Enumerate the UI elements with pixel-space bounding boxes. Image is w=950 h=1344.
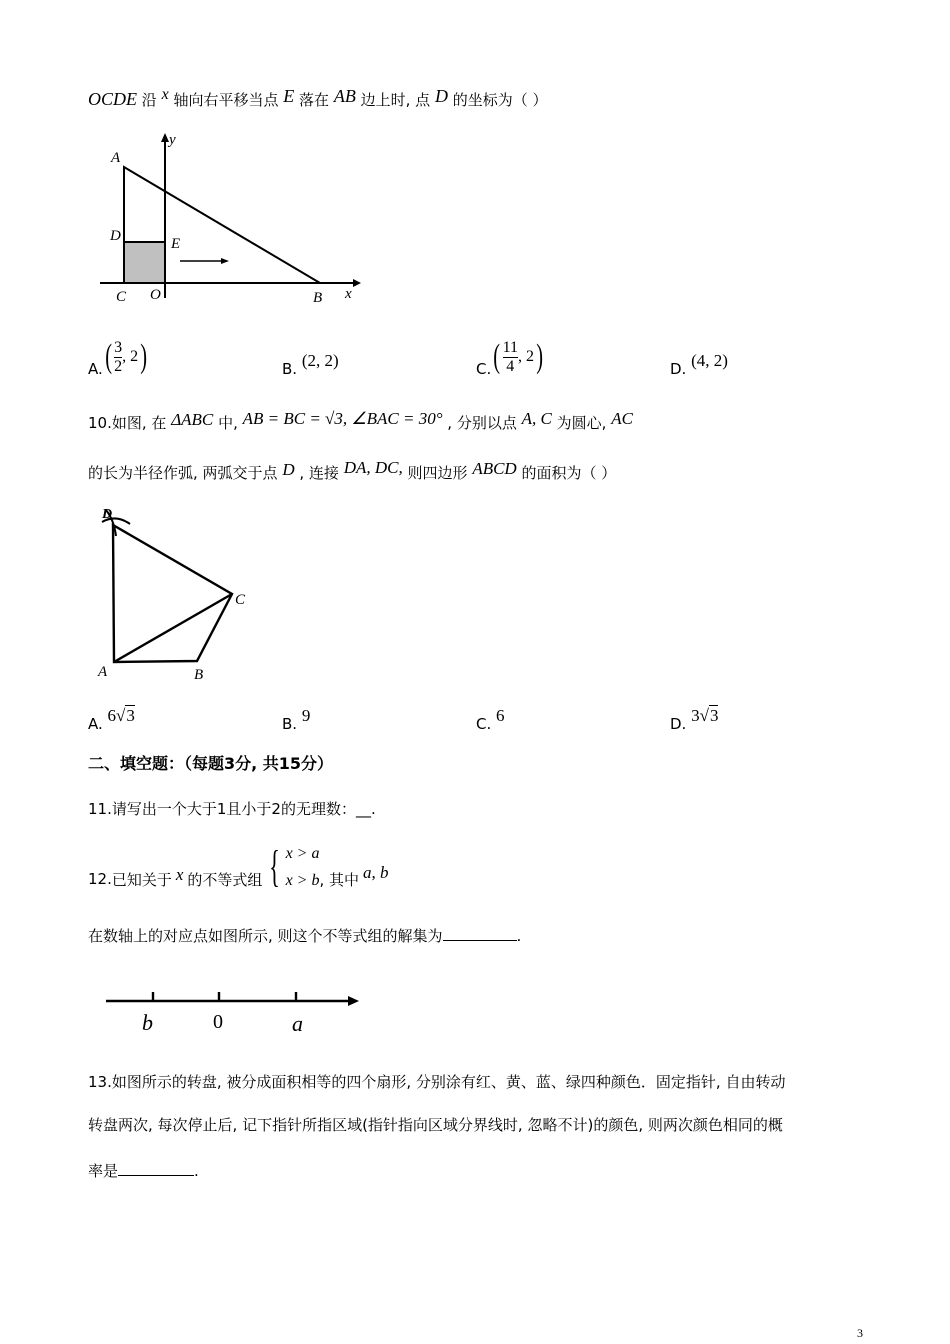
label-c: C bbox=[235, 592, 246, 608]
fraction bbox=[503, 339, 518, 376]
label-x: x bbox=[345, 286, 352, 302]
q9-text: 的坐标为（ ） bbox=[452, 91, 548, 109]
option-radicand: 3 bbox=[126, 706, 135, 725]
q12-text: , 其中 bbox=[319, 870, 360, 889]
q9-math-x: x bbox=[161, 86, 169, 103]
q10-line-1 bbox=[88, 408, 633, 438]
label-e: E bbox=[171, 236, 181, 252]
q10-text: 如图, 在 bbox=[111, 414, 167, 432]
q9-option-d[interactable] bbox=[670, 352, 728, 380]
label-a: A bbox=[111, 150, 121, 166]
translation-arrow-head bbox=[221, 258, 229, 264]
label-a: A bbox=[98, 664, 108, 680]
q13-text: 率是 bbox=[88, 1162, 119, 1180]
q10-text: , 分别以点 bbox=[447, 414, 517, 432]
q9-text: 轴向右平移当点 bbox=[173, 91, 279, 109]
sqrt-icon: √ bbox=[699, 706, 709, 725]
label-d: D bbox=[102, 507, 113, 522]
q9-text: 沿 bbox=[141, 91, 157, 109]
inequality-row: x > a bbox=[285, 845, 320, 862]
q10-math-ac: AC bbox=[611, 409, 633, 428]
q10-math-ac-points: A, C bbox=[521, 409, 552, 428]
q12-number-line bbox=[100, 985, 365, 1040]
q9-text: 边上时, 点 bbox=[360, 91, 431, 109]
question-number: 10. bbox=[88, 414, 112, 432]
q10-option-b[interactable] bbox=[282, 706, 310, 736]
q10-text: 的长为半径作弧, 两弧交于点 bbox=[88, 464, 278, 482]
q9-math-ocde: OCDE bbox=[88, 89, 137, 109]
section-heading: 二、填空题：（每题3分, 共15分） bbox=[88, 754, 334, 773]
option-value: 9 bbox=[301, 706, 311, 725]
option-value: 6 bbox=[496, 706, 505, 725]
q10-line-2 bbox=[88, 458, 616, 488]
left-paren: ( bbox=[105, 338, 112, 375]
q13-line-2: 转盘两次, 每次停止后, 记下指针所指区域(指针指向区域分界线时, 忽略不计)的颜色, 则两次颜色相同的概 bbox=[88, 1116, 783, 1134]
q12-text: 已知关于 bbox=[111, 870, 172, 889]
option-label: B. bbox=[282, 360, 298, 378]
numerator: 3 bbox=[114, 338, 123, 356]
inequality-rows bbox=[286, 840, 320, 894]
inequality-row: x > b bbox=[285, 872, 320, 889]
option-rest: , 2 bbox=[517, 348, 534, 365]
label-a: a bbox=[292, 1011, 303, 1036]
brace-icon: { bbox=[269, 842, 281, 891]
q12-line-1 bbox=[88, 838, 389, 896]
q10-option-c[interactable] bbox=[476, 706, 505, 736]
label-y: y bbox=[169, 132, 176, 148]
q9-text: 落在 bbox=[299, 91, 330, 109]
left-paren: ( bbox=[493, 338, 501, 375]
q10-text: 则四边形 bbox=[407, 464, 468, 482]
q10-math-condition: AB = BC = √3, ∠BAC = 30° bbox=[242, 409, 443, 428]
q10-math-d: D bbox=[282, 460, 295, 479]
numerator: 11 bbox=[502, 338, 518, 356]
q9-math-d: D bbox=[434, 86, 448, 106]
q9-figure bbox=[95, 128, 370, 313]
q10-option-d[interactable] bbox=[670, 706, 718, 736]
option-label: D. bbox=[670, 360, 687, 378]
option-label: B. bbox=[282, 715, 298, 733]
quadrilateral-abcd bbox=[113, 525, 232, 662]
option-label: A. bbox=[88, 360, 103, 378]
fraction bbox=[114, 339, 122, 376]
q9-option-b[interactable] bbox=[282, 352, 339, 380]
sqrt-icon: √ bbox=[116, 706, 126, 725]
right-paren: ) bbox=[536, 338, 544, 375]
q10-text: 的面积为（ ） bbox=[521, 464, 617, 482]
option-label: D. bbox=[670, 715, 687, 733]
label-d: D bbox=[110, 228, 121, 244]
q10-figure bbox=[92, 502, 257, 687]
label-o: O bbox=[150, 287, 161, 303]
answer-blank[interactable] bbox=[443, 922, 517, 941]
y-axis-arrow bbox=[161, 133, 169, 142]
q12-math-ab: a, b bbox=[363, 863, 389, 882]
q10-math-abcd: ABCD bbox=[472, 459, 517, 478]
question-number: 12. bbox=[88, 870, 112, 888]
answer-blank[interactable] bbox=[118, 1157, 194, 1176]
q9-option-a[interactable] bbox=[88, 331, 149, 383]
option-label: C. bbox=[476, 360, 492, 378]
q12-line-2 bbox=[88, 922, 521, 946]
q10-text: , 连接 bbox=[299, 464, 339, 482]
q11-text: 11.请写出一个大于1且小于2的无理数：__. bbox=[88, 800, 376, 818]
q10-math-triangle: ΔABC bbox=[171, 410, 214, 429]
option-value: (4, 2) bbox=[691, 351, 728, 370]
denominator: 2 bbox=[114, 357, 123, 375]
q9-stem bbox=[88, 86, 548, 112]
right-paren: ) bbox=[140, 338, 148, 375]
label-b: B bbox=[313, 290, 323, 306]
q10-option-a[interactable] bbox=[88, 706, 135, 736]
q10-math-da-dc: DA, DC, bbox=[343, 458, 403, 477]
option-radicand: 3 bbox=[709, 706, 719, 725]
label-c: C bbox=[116, 289, 127, 305]
option-label: A. bbox=[88, 715, 103, 733]
q13-line-1: 13.如图所示的转盘, 被分成面积相等的四个扇形, 分别涂有红、黄、蓝、绿四种颜色．固定指针, 自由转动 bbox=[88, 1073, 786, 1091]
option-coef: 3 bbox=[691, 706, 700, 725]
q12-text: 在数轴上的对应点如图所示, 则这个不等式组的解集为 bbox=[88, 927, 443, 945]
option-value: (2, 2) bbox=[301, 351, 339, 370]
q9-math-e: E bbox=[283, 86, 295, 106]
q13-period: . bbox=[194, 1162, 199, 1180]
denominator: 4 bbox=[506, 357, 515, 375]
x-axis-arrow bbox=[353, 279, 361, 287]
page-number: 3 bbox=[857, 1326, 863, 1340]
q12-text: 的不等式组 bbox=[187, 870, 263, 889]
q10-text: 中, bbox=[218, 414, 238, 432]
q9-option-c[interactable] bbox=[476, 331, 545, 383]
rectangle-ocde bbox=[124, 242, 165, 283]
option-coef: 6 bbox=[107, 706, 117, 725]
q12-period: . bbox=[516, 927, 522, 945]
inequality-system bbox=[264, 840, 319, 894]
number-line-arrow bbox=[348, 996, 359, 1006]
label-zero: 0 bbox=[213, 1011, 223, 1033]
option-label: C. bbox=[476, 715, 492, 733]
q9-math-ab: AB bbox=[333, 86, 356, 106]
q12-math-x: x bbox=[175, 865, 184, 884]
label-b: B bbox=[194, 667, 204, 683]
q13-line-3 bbox=[88, 1157, 199, 1181]
label-b: b bbox=[142, 1010, 153, 1035]
option-rest: , 2 bbox=[122, 348, 139, 365]
q10-text: 为圆心, bbox=[556, 414, 607, 432]
